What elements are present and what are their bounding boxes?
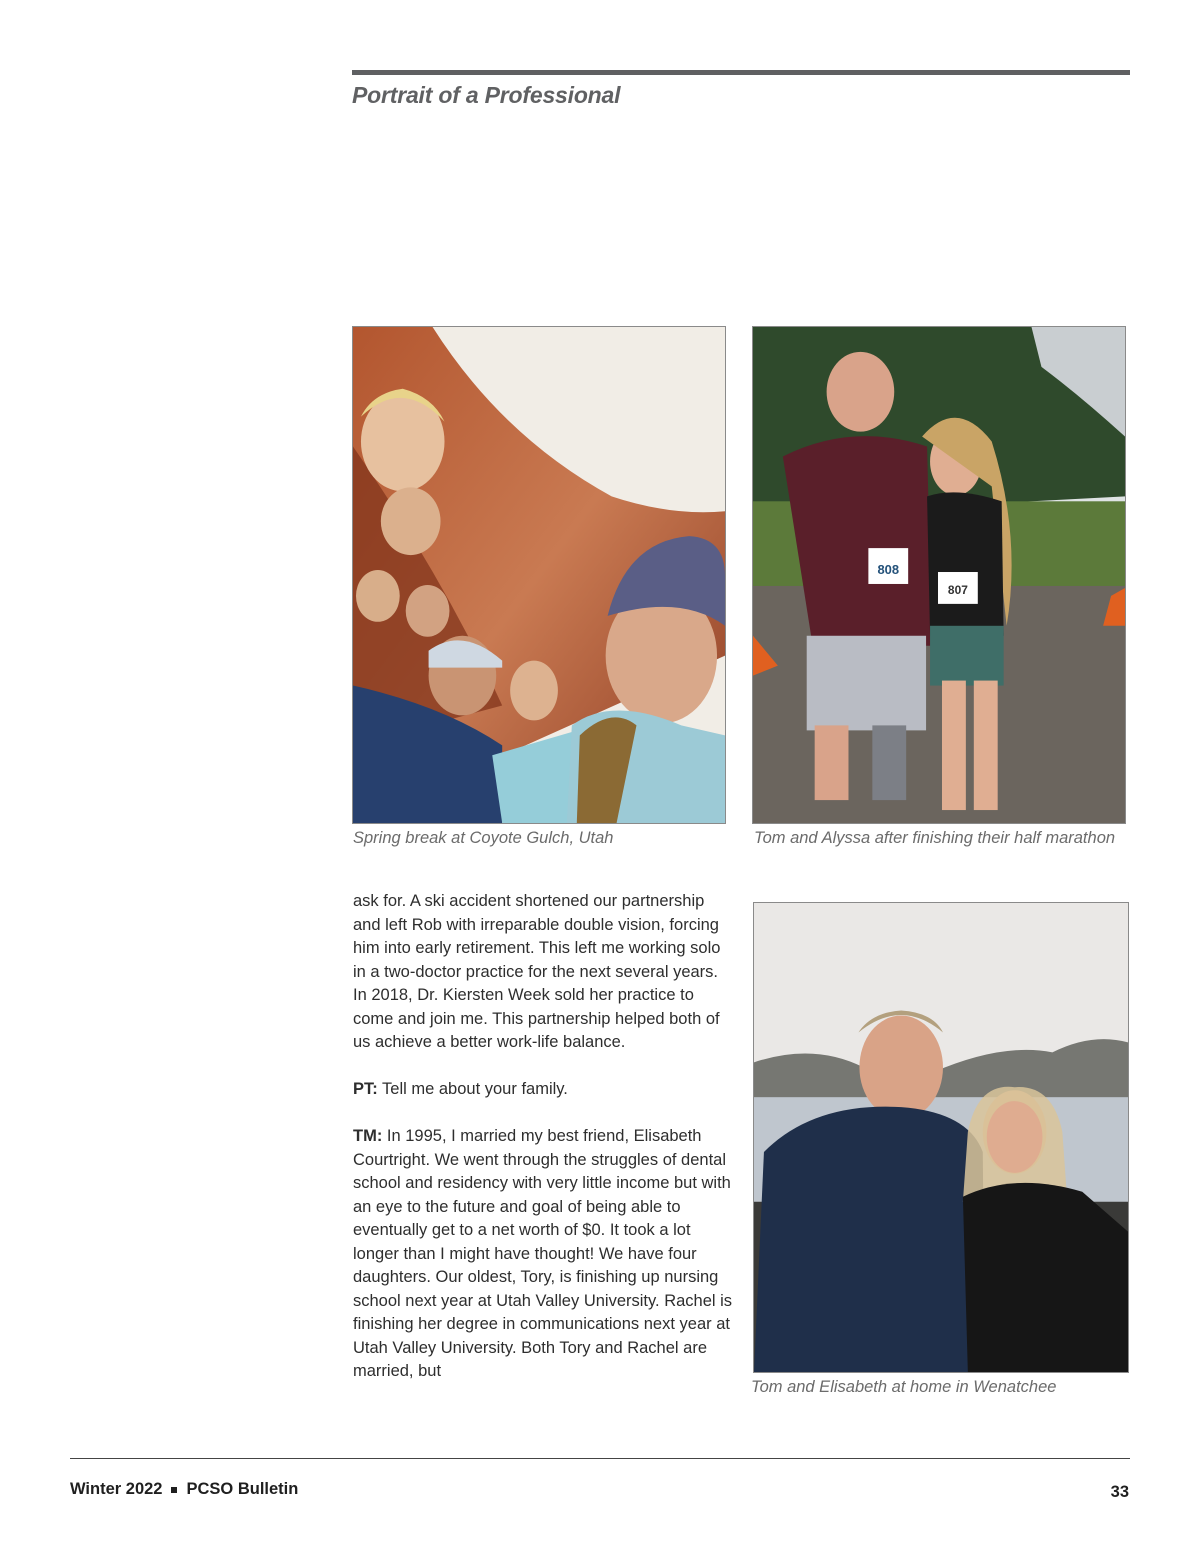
photo-half-marathon: [752, 326, 1126, 824]
caption-coyote-gulch: Spring break at Coyote Gulch, Utah: [353, 829, 614, 847]
page-number: 33: [1110, 1483, 1129, 1501]
bib-number-right: 807: [947, 582, 968, 597]
caption-half-marathon: Tom and Alyssa after finishing their half marathon: [754, 829, 1116, 847]
footer-publication: PCSO Bulletin: [186, 1480, 299, 1498]
photo-coyote-gulch: [352, 326, 726, 824]
section-title: Portrait of a Professional: [352, 82, 621, 108]
paragraph-text: Tell me about your family.: [377, 1080, 568, 1098]
paragraph-answer: [353, 1125, 733, 1384]
article-body: [353, 890, 733, 1384]
footer-season: Winter 2022: [70, 1480, 163, 1498]
paragraph-career: [353, 890, 733, 1055]
speaker-label-tm: TM:: [353, 1127, 383, 1145]
caption-wenatchee: Tom and Elisabeth at home in Wenatchee: [751, 1378, 1057, 1396]
footer-rule: [70, 1458, 1130, 1459]
speaker-label-pt: PT:: [353, 1080, 378, 1098]
paragraph-text: ask for. A ski accident shortened our partnership and left Rob with irreparable double vision, forcing him into early retirement. This left me working solo in a two-doctor practice for the next several years. In 2018, Dr. Kiersten Week sold her practice to come and join me. This partnership helped both of us achieve a better work-life balance.: [353, 892, 721, 1051]
paragraph-question: [353, 1078, 733, 1102]
footer-issue: [70, 1480, 298, 1499]
photo-wenatchee: [753, 902, 1129, 1373]
bib-number-left: 808: [877, 561, 900, 578]
square-bullet-icon: [171, 1487, 177, 1493]
paragraph-text: In 1995, I married my best friend, Elisabeth Courtright. We went through the struggles of dental school and residency with very little income but with an eye to the future and goal of being able to eventually get to a net worth of $0. It took a lot longer than I might have thought! We have four daughters. Our oldest, Tory, is finishing up nursing school next year at Utah Valley University. Rachel is finishing her degree in communications next year at Utah Valley University. Both Tory and Rachel are married, but: [353, 1127, 733, 1380]
header-rule: [352, 70, 1130, 75]
